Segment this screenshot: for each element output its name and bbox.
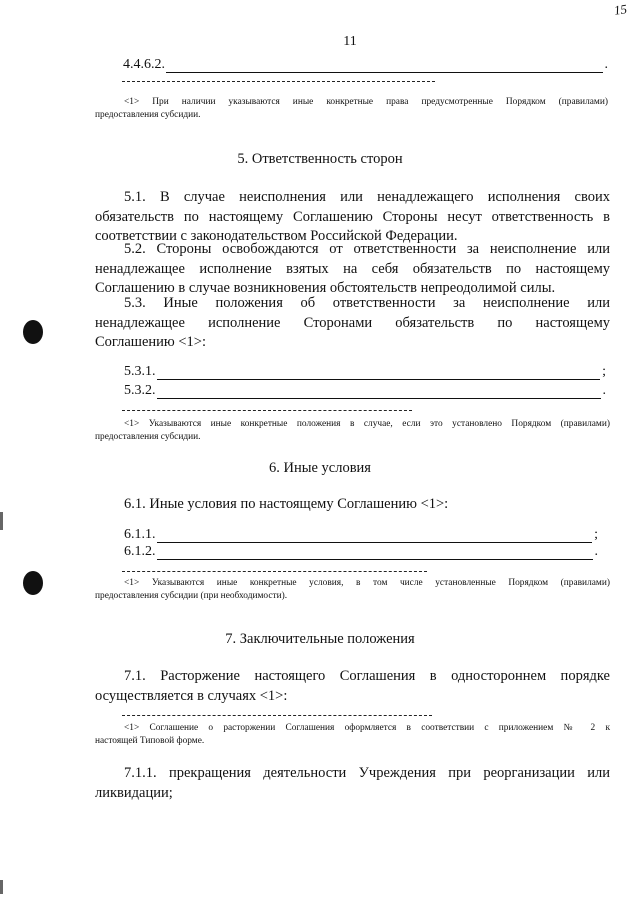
item-number: 5.3.1. (124, 364, 156, 379)
paragraph-6-1 (124, 495, 604, 515)
paragraph-line: 7.1.1. прекращения деятельности Учреждения при реорганизации или (124, 765, 610, 781)
item-number: 5.3.2. (124, 383, 156, 398)
footnote-other-conditions (95, 577, 610, 603)
page-number: 11 (343, 34, 357, 49)
footnote-responsibility (95, 418, 610, 444)
paragraph-line: 6.1. Иные условия по настоящему Соглашению <1>: (124, 496, 449, 512)
fill-in-line-5-3-1 (124, 364, 606, 380)
paragraph-line: осуществляется в случаях <1>: (95, 687, 288, 704)
fill-in-underline (166, 60, 603, 73)
footnote-line: <1> При наличии указываются иные конкретные права предусмотренные Порядком (правилами) (124, 97, 608, 107)
paragraph-5-1 (95, 188, 610, 247)
section-7-heading: 7. Заключительные положения (225, 631, 415, 647)
fill-in-line-6-1-1 (124, 527, 598, 543)
footnote-separator (122, 81, 435, 82)
item-end-mark: . (604, 57, 608, 72)
item-end-mark: ; (602, 364, 606, 379)
fill-in-underline (157, 530, 593, 543)
footnote-line: <1> Указываются иные конкретные положения в случае, если это установлено Порядком (правилами) (124, 419, 610, 429)
paragraph-line: 5.2. Стороны освобождаются от ответственности за неисполнение или (124, 241, 610, 257)
fill-in-underline (157, 547, 593, 560)
footnote-termination (95, 722, 610, 748)
scan-edge-mark (0, 512, 3, 530)
fill-in-line-4-4-6-2 (123, 57, 608, 73)
fill-in-line-5-3-2 (124, 383, 606, 399)
paragraph-5-3 (95, 294, 610, 353)
paragraph-line: Соглашению в случае возникновения обстоятельств непреодолимой силы. (95, 280, 556, 296)
item-end-mark: . (602, 383, 606, 398)
punch-hole (23, 571, 43, 595)
footnote-line: предоставления субсидии (при необходимости). (95, 591, 288, 601)
fill-in-underline (157, 386, 601, 399)
handwritten-page-mark: 15 (612, 1, 628, 18)
footnote-separator (122, 571, 427, 572)
footnote-rights (95, 96, 608, 122)
item-number: 6.1.2. (124, 544, 156, 559)
item-end-mark: . (594, 544, 598, 559)
paragraph-line: соответствии с законодательством Российской Федерации. (95, 228, 458, 244)
footnote-line: предоставления субсидии. (95, 432, 201, 442)
paragraph-7-1 (95, 667, 610, 706)
paragraph-line: Соглашению <1>: (95, 334, 207, 350)
fill-in-line-6-1-2 (124, 544, 598, 560)
paragraph-line: ненадлежащее исполнение взятых на себя обязательств по настоящему (95, 260, 610, 277)
footnote-line: настоящей Типовой форме. (95, 736, 205, 746)
paragraph-7-1-1 (95, 764, 610, 803)
footnote-separator (122, 715, 432, 716)
paragraph-line: ненадлежащее исполнение Сторонами обязательств по настоящему (95, 314, 610, 331)
punch-hole (23, 320, 43, 344)
scan-edge-mark (0, 880, 3, 894)
footnote-line: <1> Соглашение о расторжении Соглашения оформляется в соответствии с приложением № 2 к (124, 723, 610, 733)
section-6-heading: 6. Иные условия (269, 460, 371, 476)
footnote-line: предоставления субсидии. (95, 110, 201, 120)
paragraph-5-2 (95, 240, 610, 299)
paragraph-line: ликвидации; (95, 784, 173, 801)
section-5-heading: 5. Ответственность сторон (237, 151, 403, 167)
item-end-mark: ; (594, 527, 598, 542)
paragraph-line: 5.1. В случае неисполнения или ненадлежащего исполнения своих (124, 189, 610, 205)
paragraph-line: обязательств по настоящему Соглашению Стороны несут ответственность в (95, 208, 610, 225)
paragraph-line: 5.3. Иные положения об ответственности за неисполнение или (124, 295, 610, 311)
item-number: 6.1.1. (124, 527, 156, 542)
footnote-line: <1> Указываются иные конкретные условия, в том числе установленные Порядком (правилами) (124, 578, 610, 588)
item-number: 4.4.6.2. (123, 57, 165, 72)
fill-in-underline (157, 367, 601, 380)
footnote-separator (122, 410, 412, 411)
paragraph-line: 7.1. Расторжение настоящего Соглашения в одностороннем порядке (124, 668, 610, 684)
